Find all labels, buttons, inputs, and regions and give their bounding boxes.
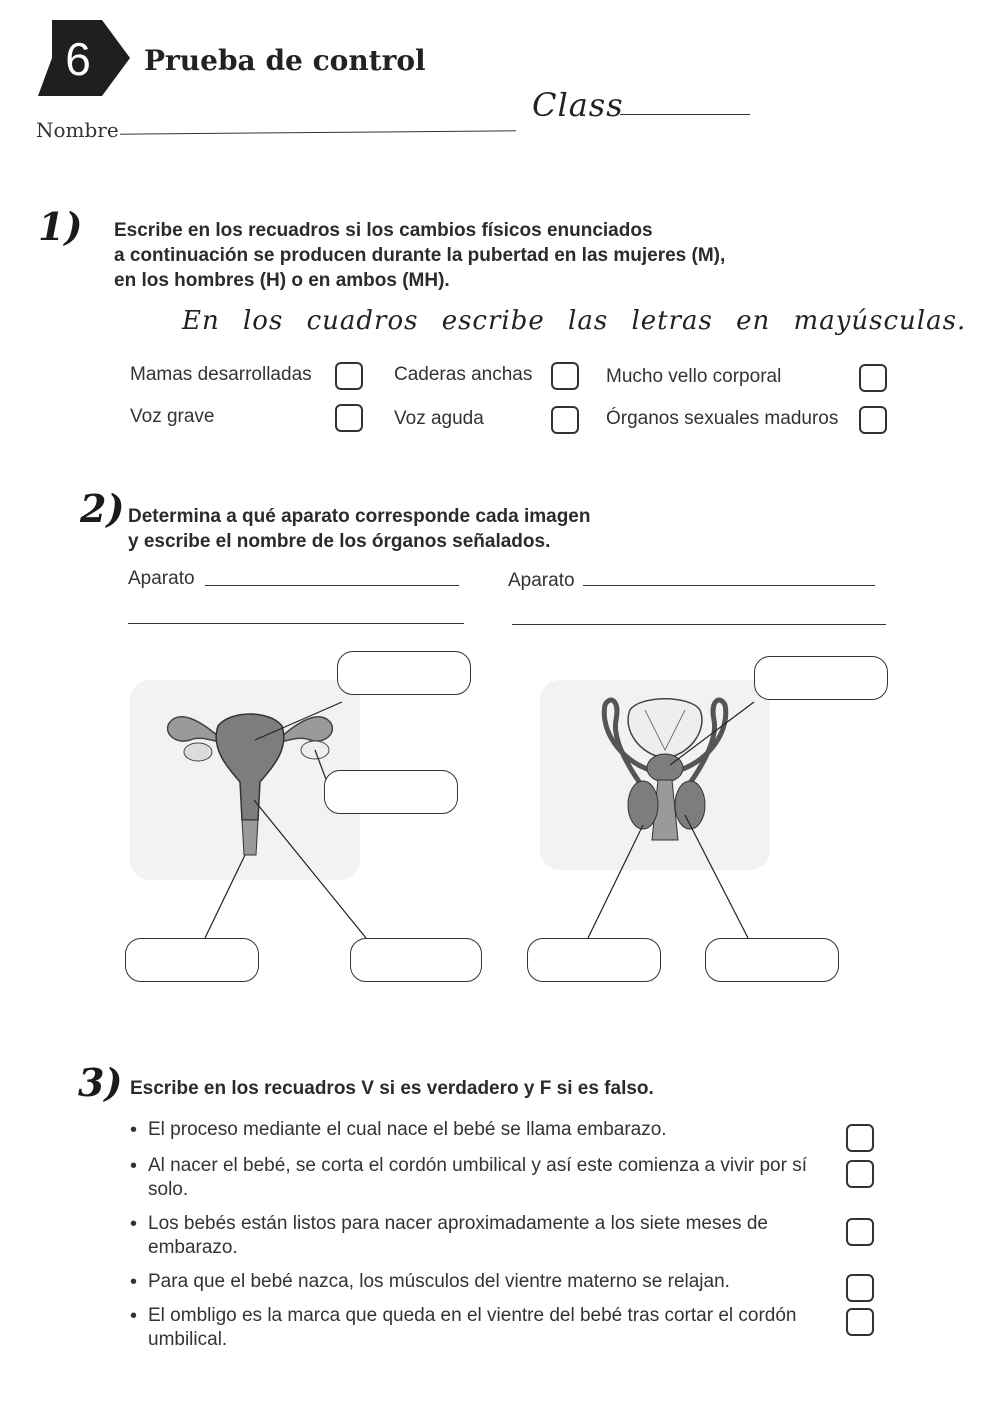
class-field[interactable] [620,114,750,115]
bullet: • [130,1213,138,1235]
organ-label-box[interactable] [337,651,471,695]
organ-label-box[interactable] [527,938,661,982]
q3-statement-text: Los bebés están listos para nacer aproximadamente a los siete meses de embarazo. [148,1213,768,1258]
handwritten-note: En los cuadros escribe las letras en mayúsculas. [182,306,967,336]
bullet: • [130,1119,138,1141]
q3-statement [130,1118,808,1142]
q1-item: Voz grave [130,406,215,427]
q1-number: 1) [38,204,83,249]
class-label: Class [532,86,624,124]
ovary-left [184,743,212,761]
testicle-right [675,781,705,829]
aparato-right-field-2[interactable] [512,624,886,625]
bullet: • [130,1271,138,1293]
organ-label-box[interactable] [125,938,259,982]
q1-answer-box[interactable] [859,364,887,392]
q3-answer-box[interactable] [846,1274,874,1302]
q3-statement-text: El proceso mediante el cual nace el bebé se llama embarazo. [148,1119,667,1140]
q2-instruction-line: y escribe el nombre de los órganos señalados. [128,531,551,552]
q3-instruction: Escribe en los recuadros V si es verdadero y F si es falso. [130,1078,654,1099]
q1-item: Mamas desarrolladas [130,364,312,385]
q3-answer-box[interactable] [846,1160,874,1188]
q2-number: 2) [80,486,125,531]
aparato-right-label: Aparato [508,570,575,591]
q1-instruction [114,218,725,293]
aparato-right-field[interactable] [583,585,875,586]
q3-statement [130,1304,808,1352]
bullet: • [130,1155,138,1177]
q2-instruction-line: Determina a qué aparato corresponde cada imagen [128,506,591,527]
q1-item: Órganos sexuales maduros [606,408,839,429]
aparato-left-label: Aparato [128,568,195,589]
q3-answer-box[interactable] [846,1124,874,1152]
q1-item: Caderas anchas [394,364,533,385]
organ-label-box[interactable] [350,938,482,982]
q3-statement-text: Al nacer el bebé, se corta el cordón umbilical y así este comienza a vivir por sí solo. [148,1155,807,1200]
testicle-left [628,781,658,829]
q3-statement-text: El ombligo es la marca que queda en el vientre del bebé tras cortar el cordón umbilical. [148,1305,797,1350]
q1-answer-box[interactable] [859,406,887,434]
q3-answer-box[interactable] [846,1218,874,1246]
vagina [242,820,258,855]
bullet: • [130,1305,138,1327]
q2-instruction [128,504,591,554]
q1-instruction-line: Escribe en los recuadros si los cambios físicos enunciados [114,220,653,241]
organ-label-box[interactable] [324,770,458,814]
unit-badge [38,20,130,96]
organ-label-box[interactable] [705,938,839,982]
q3-number: 3) [78,1060,123,1105]
q1-answer-box[interactable] [551,406,579,434]
organ-label-box[interactable] [754,656,888,700]
q3-answer-box[interactable] [846,1308,874,1336]
q1-instruction-line: en los hombres (H) o en ambos (MH). [114,270,450,291]
q1-answer-box[interactable] [335,362,363,390]
q1-answer-box[interactable] [335,404,363,432]
unit-number: 6 [65,33,91,85]
q1-item: Voz aguda [394,408,484,429]
q3-statement-text: Para que el bebé nazca, los músculos del vientre materno se relajan. [148,1271,730,1292]
q3-statement [130,1154,808,1202]
q3-statement [130,1212,808,1260]
aparato-left-field[interactable] [205,585,459,586]
page-title: Prueba de control [144,44,426,77]
q3-statement [130,1270,808,1294]
q1-instruction-line: a continuación se producen durante la pubertad en las mujeres (M), [114,245,726,266]
aparato-left-field-2[interactable] [128,623,464,624]
prostate [647,754,683,782]
q1-answer-box[interactable] [551,362,579,390]
name-field[interactable] [120,130,516,134]
name-label: Nombre [36,118,119,142]
q1-item: Mucho vello corporal [606,366,782,387]
